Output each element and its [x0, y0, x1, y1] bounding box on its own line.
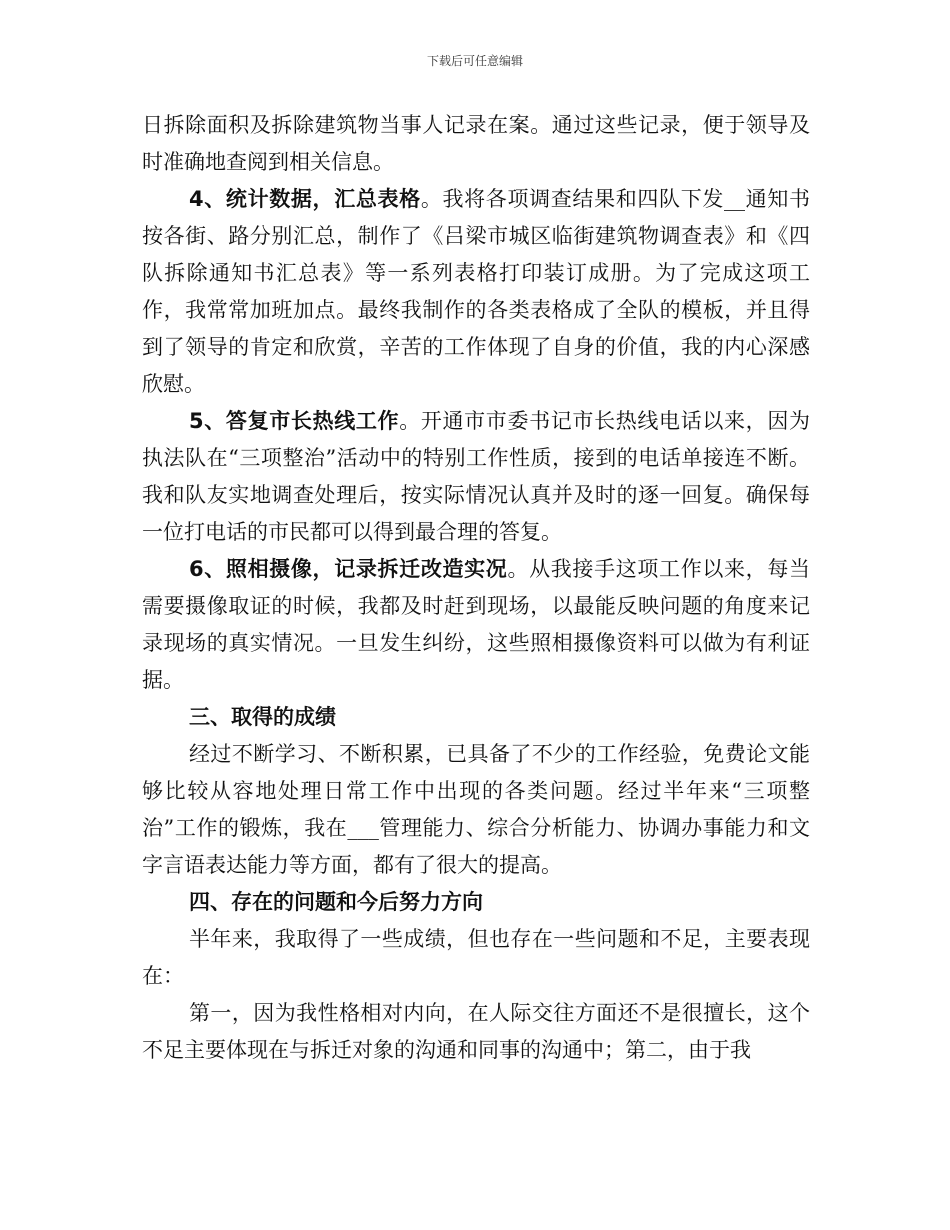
paragraph-problems-intro — [142, 921, 810, 995]
paragraph-hotline-text: 。开通市市委书记市长热线电话以来，因为执法队在“三项整治”活动中的特别工作性质，接到的电话单接连不断。我和队友实地调查处理后，按实际情况认真并及时的逐一回复。确保每一位打电话的市民都可以得到最合理的答复。 — [142, 409, 810, 544]
paragraph-photography-text: 。从我接手这项工作以来，每当需要摄像取证的时候，我都及时赶到现场，以最能反映问题的角度来记录现场的真实情况。一旦发生纠纷，这些照相摄像资料可以做为有利证据。 — [142, 557, 810, 692]
paragraph-photography-lead: 6、照相摄像，记录拆迁改造实况 — [189, 557, 508, 581]
paragraph-1-text: 日拆除面积及拆除建筑物当事人记录在案。通过这些记录，便于领导及时准确地查阅到相关信息。 — [142, 113, 810, 174]
paragraph-hotline — [142, 403, 810, 551]
paragraph-problems-first-text: 第一，因为我性格相对内向，在人际交往方面还不是很擅长，这个不足主要体现在与拆迁对象的沟通和同事的沟通中；第二，由于我 — [142, 1001, 810, 1062]
paragraph-statistics — [142, 181, 810, 403]
paragraph-1 — [142, 107, 810, 181]
paragraph-problems-intro-text: 半年来，我取得了一些成绩，但也存在一些问题和不足，主要表现在： — [142, 927, 810, 988]
paragraph-problems-first — [142, 995, 810, 1069]
paragraph-achievements — [142, 736, 810, 884]
paragraph-achievements-text: 经过不断学习、不断积累，已具备了不少的工作经验，免费论文能够比较从容地处理日常工作中出现的各类问题。经过半年来“三项整治”工作的锻炼，我在___管理能力、综合分析能力、协调办事能力和文字言语表达能力等方面，都有了很大的提高。 — [142, 742, 810, 877]
paragraph-statistics-lead: 4、统计数据，汇总表格 — [189, 187, 421, 211]
page-header: 下载后可任意编辑 — [426, 54, 523, 68]
document-body — [142, 107, 810, 1069]
section-heading-achievements: 三、取得的成绩 — [189, 705, 336, 729]
paragraph-hotline-lead: 5、答复市长热线工作 — [189, 409, 400, 433]
paragraph-statistics-text: 。我将各项调查结果和四队下发__通知书按各街、路分别汇总，制作了《吕梁市城区临街建筑物调查表》和《四队拆除通知书汇总表》等一系列表格打印装订成册。为了完成这项工作，我常常加班加点。最终我制作的各类表格成了全队的模板，并且得到了领导的肯定和欣赏，辛苦的工作体现了自身的价值，我的内心深感欣慰。 — [142, 187, 810, 396]
paragraph-photography — [142, 551, 810, 699]
section-heading-problems: 四、存在的问题和今后努力方向 — [189, 890, 483, 914]
